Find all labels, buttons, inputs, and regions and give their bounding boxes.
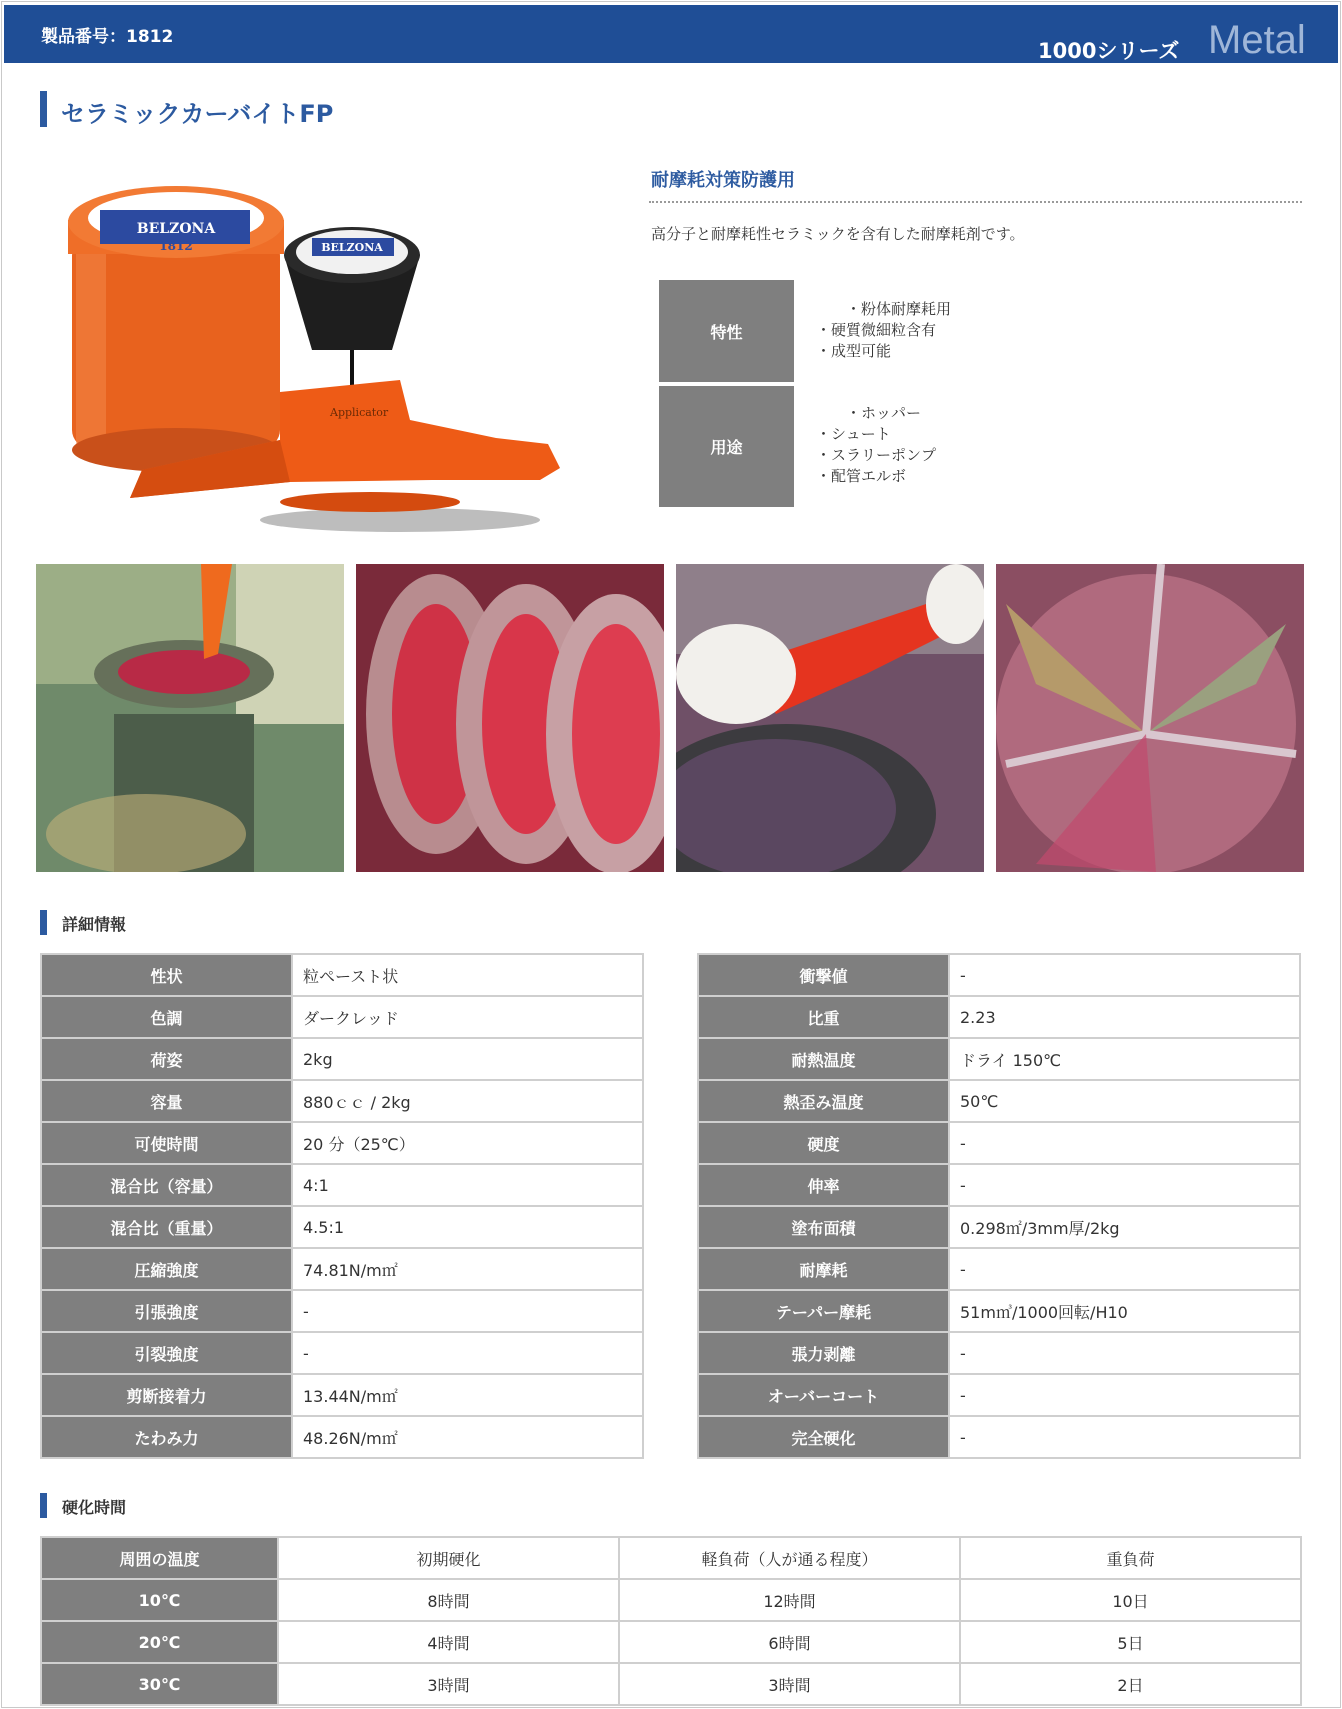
cure-cell: 12時間	[619, 1579, 960, 1621]
cure-row	[41, 1621, 1301, 1663]
feature-item: ・硬質微細粒含有	[816, 321, 937, 339]
spec-key: たわみ力	[41, 1416, 292, 1458]
spec-key: 張力剥離	[698, 1332, 949, 1374]
spec-key: 剪断接着力	[41, 1374, 292, 1416]
applicator-text: Applicator	[330, 406, 389, 419]
spec-value: ダークレッド	[292, 996, 643, 1038]
spec-key: 引張強度	[41, 1290, 292, 1332]
spec-value: 51m㎥/1000回転/H10	[949, 1290, 1300, 1332]
spec-key: 圧縮強度	[41, 1248, 292, 1290]
spec-row	[698, 1332, 1300, 1374]
spec-value: 50℃	[949, 1080, 1300, 1122]
use-item: ・スラリーポンプ	[816, 446, 937, 464]
spec-row	[698, 996, 1300, 1038]
spec-value: 2.23	[949, 996, 1300, 1038]
spec-row	[41, 1248, 643, 1290]
spec-row	[698, 1164, 1300, 1206]
cure-header-cell: 初期硬化	[278, 1537, 619, 1579]
uses-list	[816, 403, 936, 487]
spec-row	[41, 1038, 643, 1080]
spec-row	[698, 954, 1300, 996]
spec-value: 4.5:1	[292, 1206, 643, 1248]
cure-header-cell: 周囲の温度	[41, 1537, 278, 1579]
spec-row	[41, 954, 643, 996]
spec-row	[698, 1374, 1300, 1416]
cure-heading: 硬化時間	[62, 1498, 127, 1517]
spec-row	[41, 1206, 643, 1248]
cure-header-cell: 軽負荷（人が通る程度）	[619, 1537, 960, 1579]
spec-row	[41, 1122, 643, 1164]
spec-value: 粒ペースト状	[292, 954, 643, 996]
feature-item: ・成型可能	[816, 342, 892, 360]
spec-key: 比重	[698, 996, 949, 1038]
spec-value: 13.44N/m㎡	[292, 1374, 643, 1416]
spec-key: 硬度	[698, 1122, 949, 1164]
small-tub-brand-text: BELZONA	[321, 241, 383, 254]
spec-row	[698, 1122, 1300, 1164]
spec-value: 4:1	[292, 1164, 643, 1206]
uses-label: 用途	[659, 386, 794, 507]
cure-cell: 4時間	[278, 1621, 619, 1663]
spec-key: 伸率	[698, 1164, 949, 1206]
spec-key: 完全硬化	[698, 1416, 949, 1458]
header-bar	[4, 5, 1338, 63]
cure-cell: 3時間	[278, 1663, 619, 1705]
features-list	[816, 299, 951, 362]
cure-header-cell: 重負荷	[960, 1537, 1301, 1579]
cure-row	[41, 1579, 1301, 1621]
spec-key: 可使時間	[41, 1122, 292, 1164]
spec-table-right	[697, 953, 1301, 1459]
details-accent	[40, 910, 47, 935]
cure-header-row	[41, 1537, 1301, 1579]
spec-value: -	[949, 1416, 1300, 1458]
product-number: 製品番号：1812	[41, 27, 174, 47]
cure-table	[40, 1536, 1302, 1706]
cure-temp: 20℃	[41, 1621, 278, 1663]
feature-item: ・粉体耐摩耗用	[846, 300, 952, 318]
features-label: 特性	[659, 280, 794, 382]
spec-key: 性状	[41, 954, 292, 996]
application-photo-screw	[356, 564, 664, 872]
product-description: 高分子と耐摩耗性セラミックを含有した耐摩耗剤です。	[651, 225, 1025, 243]
cure-temp: 10℃	[41, 1579, 278, 1621]
spec-row	[698, 1416, 1300, 1458]
spec-row	[698, 1038, 1300, 1080]
use-item: ・配管エルボ	[816, 467, 907, 485]
cure-accent	[40, 1493, 47, 1518]
spec-value: -	[292, 1332, 643, 1374]
cure-cell: 2日	[960, 1663, 1301, 1705]
spec-value: -	[949, 1374, 1300, 1416]
cure-row	[41, 1663, 1301, 1705]
spec-value: -	[949, 1122, 1300, 1164]
spec-key: 塗布面積	[698, 1206, 949, 1248]
spec-key: テーパー摩耗	[698, 1290, 949, 1332]
spec-value: 48.26N/m㎡	[292, 1416, 643, 1458]
cure-cell: 5日	[960, 1621, 1301, 1663]
application-photo-hopper	[996, 564, 1304, 872]
spec-row	[698, 1080, 1300, 1122]
spec-row	[698, 1206, 1300, 1248]
category-label: Metal	[1208, 18, 1306, 62]
spec-key: 色調	[41, 996, 292, 1038]
cure-cell: 10日	[960, 1579, 1301, 1621]
spec-row	[41, 1290, 643, 1332]
spec-value: -	[292, 1290, 643, 1332]
spec-row	[698, 1248, 1300, 1290]
title-accent	[40, 91, 47, 127]
application-photo-pipe	[36, 564, 344, 872]
spec-row	[41, 1416, 643, 1458]
dotted-divider	[649, 201, 1302, 203]
spec-row	[41, 996, 643, 1038]
use-item: ・シュート	[816, 425, 891, 443]
spec-key: 引裂強度	[41, 1332, 292, 1374]
usage-heading: 耐摩耗対策防護用	[651, 170, 795, 191]
spec-value: -	[949, 1332, 1300, 1374]
spec-key: 耐摩耗	[698, 1248, 949, 1290]
cure-temp: 30℃	[41, 1663, 278, 1705]
spec-row	[41, 1374, 643, 1416]
cure-cell: 6時間	[619, 1621, 960, 1663]
details-heading: 詳細情報	[62, 915, 127, 934]
spec-key: 耐熱温度	[698, 1038, 949, 1080]
spec-key: 衝撃値	[698, 954, 949, 996]
tub-number-text: 1812	[159, 239, 193, 253]
spec-value: 880ｃｃ / 2kg	[292, 1080, 643, 1122]
spec-row	[41, 1332, 643, 1374]
spec-value: 20 分（25℃）	[292, 1122, 643, 1164]
spec-row	[41, 1080, 643, 1122]
spec-value: -	[949, 1164, 1300, 1206]
tub-brand-text: BELZONA	[136, 221, 216, 237]
use-item: ・ホッパー	[846, 404, 922, 422]
spec-value: 0.298㎡/3mm厚/2kg	[949, 1206, 1300, 1248]
spec-table-left	[40, 953, 644, 1459]
spec-row	[41, 1164, 643, 1206]
spec-key: 荷姿	[41, 1038, 292, 1080]
spec-value: -	[949, 1248, 1300, 1290]
application-photo-spatula	[676, 564, 984, 872]
spec-key: 混合比（容量）	[41, 1164, 292, 1206]
spec-key: 熱歪み温度	[698, 1080, 949, 1122]
spec-value: 74.81N/m㎡	[292, 1248, 643, 1290]
spec-value: 2kg	[292, 1038, 643, 1080]
series-label: 1000シリーズ	[1038, 39, 1180, 63]
product-photo	[40, 150, 606, 540]
cure-cell: 3時間	[619, 1663, 960, 1705]
spec-key: 容量	[41, 1080, 292, 1122]
spec-key: 混合比（重量）	[41, 1206, 292, 1248]
page-title: セラミックカーバイトFP	[61, 100, 334, 128]
cure-cell: 8時間	[278, 1579, 619, 1621]
spec-value: ドライ 150℃	[949, 1038, 1300, 1080]
spec-value: -	[949, 954, 1300, 996]
spec-key: オーバーコート	[698, 1374, 949, 1416]
spec-row	[698, 1290, 1300, 1332]
